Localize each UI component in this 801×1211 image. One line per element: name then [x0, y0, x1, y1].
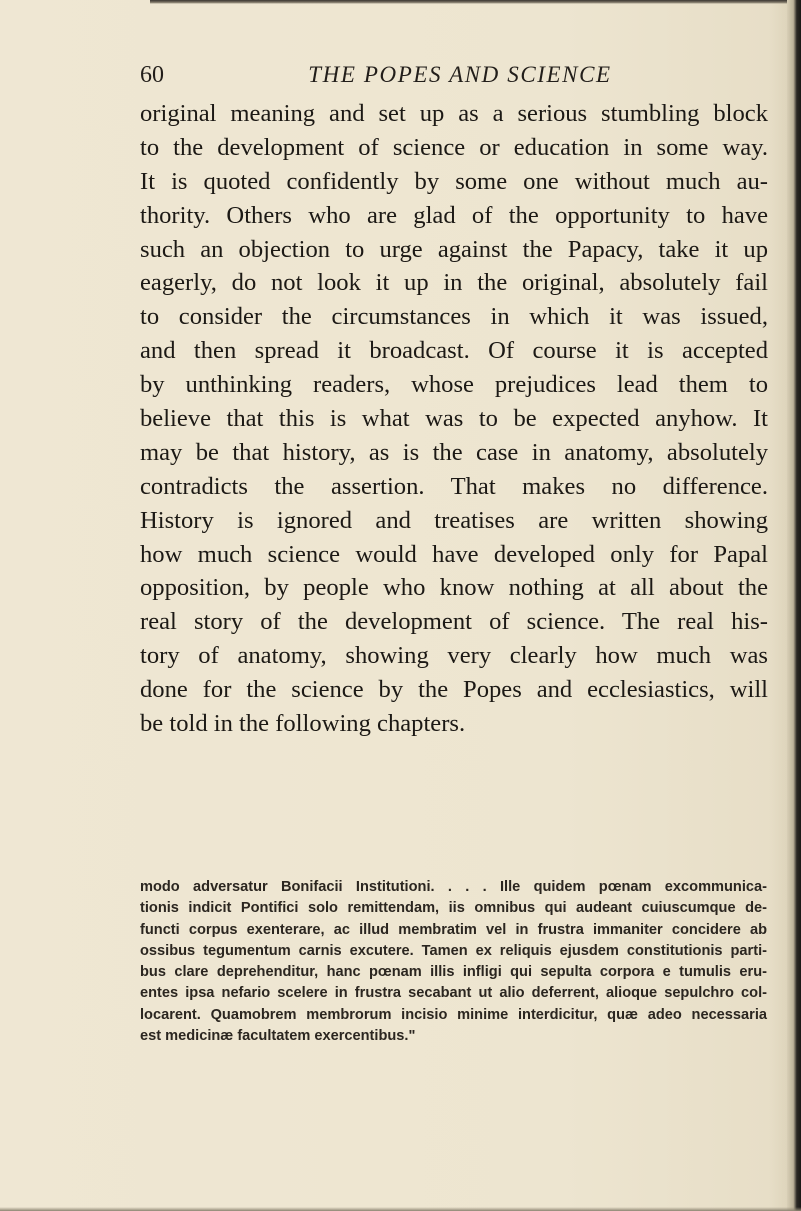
body-line: real story of the development of science. The real his-: [140, 608, 768, 636]
page-top-edge: [150, 0, 801, 4]
footnote-line: entes ipsa nefario scelere in frustra secabant ut alio deferrent, alioque sepulchro col-: [140, 985, 767, 1002]
body-line: to the development of science or education in some way.: [140, 133, 768, 161]
body-line: such an objection to urge against the Papacy, take it up: [140, 235, 768, 263]
body-line: by unthinking readers, whose prejudices lead them to: [140, 371, 768, 399]
footnote-line: tionis indicit Pontifici solo remittendam, iis omnibus qui audeant cuiuscumque de-: [140, 900, 767, 917]
body-line: may be that history, as is the case in anatomy, absolutely: [140, 438, 768, 466]
body-line: how much science would have developed only for Papal: [140, 540, 768, 568]
body-line: eagerly, do not look it up in the original, absolutely fail: [140, 269, 768, 297]
body-line: History is ignored and treatises are written showing: [140, 506, 768, 534]
body-line: thority. Others who are glad of the opportunity to have: [140, 201, 768, 229]
body-line: It is quoted confidently by some one without much au-: [140, 167, 768, 195]
footnote-line: bus clare deprehenditur, hanc pœnam illis infligi qui sepulta corpora e tumulis eru-: [140, 964, 767, 981]
body-paragraph: [140, 97, 768, 741]
body-line: opposition, by people who know nothing at all about the: [140, 574, 768, 602]
body-line: and then spread it broadcast. Of course it is accepted: [140, 337, 768, 365]
body-line: to consider the circumstances in which it was issued,: [140, 303, 768, 331]
body-line: done for the science by the Popes and ecclesiastics, will: [140, 676, 768, 704]
page-header: [140, 60, 770, 90]
footnote-line: ossibus tegumentum carnis excutere. Tamen ex reliquis ejusdem constitutionis parti-: [140, 942, 767, 959]
footnote-line-last: est medicinæ facultatem exercentibus.": [140, 1028, 416, 1045]
footnote-line: locarent. Quamobrem membrorum incisio minime interdicitur, quæ adeo necessaria: [140, 1006, 767, 1023]
footnote-line: modo adversatur Bonifacii Institutioni. . . . Ille quidem pœnam excommunica-: [140, 879, 767, 895]
body-line-last: be told in the following chapters.: [140, 710, 466, 738]
page-binding-edge: [787, 0, 801, 1211]
page-number: 60: [140, 62, 164, 88]
body-line: believe that this is what was to be expected anyhow. It: [140, 405, 768, 433]
footnote-line: functi corpus exenterare, ac illud membratim vel in frustra immaniter concidere ab: [140, 921, 767, 938]
body-line: original meaning and set up as a serious stumbling block: [140, 100, 768, 127]
body-line: contradicts the assertion. That makes no difference.: [140, 472, 768, 500]
page-bottom-edge: [0, 1207, 801, 1211]
body-line: tory of anatomy, showing very clearly how much was: [140, 642, 768, 670]
running-head: THE POPES AND SCIENCE: [308, 62, 612, 87]
footnote: [140, 877, 767, 1047]
